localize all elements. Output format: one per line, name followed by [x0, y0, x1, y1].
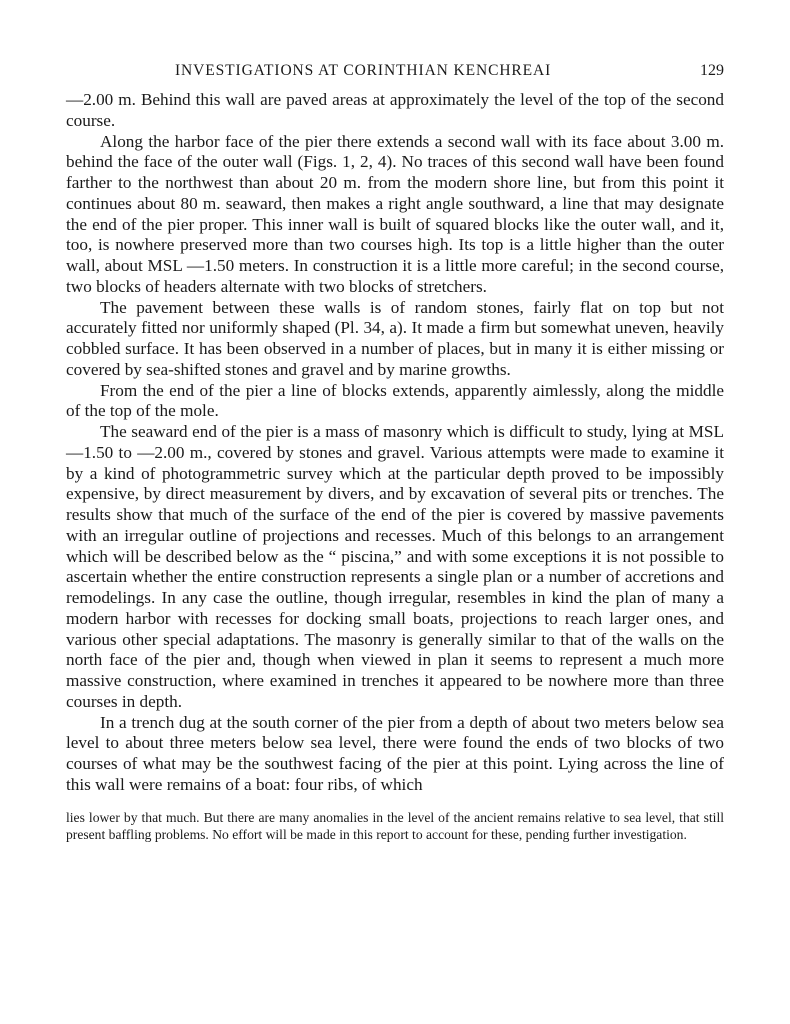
running-head [66, 58, 724, 90]
paragraph-south-corner-trench: In a trench dug at the south corner of the pier from a depth of about two meters below sea level to about three meters below sea level, there were found the ends of two blocks of two courses of what may be the southwest facing of the pier at this point. Lying across the line of this wall were remains of a boat: four ribs, of which [66, 712, 724, 794]
paragraph-inner-wall: Along the harbor face of the pier there extends a second wall with its face about 3.00 m. behind the face of the outer wall (Figs. 1, 2, 4). No traces of this second wall have been found farther to the northwest than about 20 m. from the modern shore line, but from this point it continues about 80 m. seaward, then makes a right angle southward, a line that may designate the end of the pier proper. This inner wall is built of squared blocks like the outer wall, and it, too, is nowhere preserved more than two courses high. Its top is a little higher than the outer wall, about MSL —1.50 meters. In construction it is a little more careful; in the second course, two blocks of headers alternate with two blocks of stretchers. [66, 131, 724, 296]
footnote [66, 809, 724, 843]
document-page [66, 58, 724, 843]
running-title: INVESTIGATIONS AT CORINTHIAN KENCHREAI [175, 62, 552, 79]
footnote-text: lies lower by that much. But there are many anomalies in the level of the ancient remains relative to sea level, that still present baffling problems. No effort will be made in this report to account for these, pending further investigation. [66, 809, 724, 842]
paragraph-pavement: The pavement between these walls is of random stones, fairly flat on top but not accurately fitted nor uniformly shaped (Pl. 34, a). It made a firm but somewhat uneven, heavily cobbled surface. It has been observed in a number of places, but in many it is either missing or covered by sea-shifted stones and gravel and by marine growths. [66, 297, 724, 379]
paragraph-line-of-blocks: From the end of the pier a line of blocks extends, apparently aimlessly, along the middle of the top of the mole. [66, 380, 724, 421]
paragraph-continuation: —2.00 m. Behind this wall are paved areas at approximately the level of the top of the second course. [66, 90, 724, 130]
page-number: 129 [700, 62, 724, 79]
body-text [66, 90, 724, 796]
paragraph-seaward-end: The seaward end of the pier is a mass of masonry which is difficult to study, lying at MSL —1.50 to —2.00 m., covered by stones and gravel. Various attempts were made to examine it by a kind of photogrammetric survey which at the particular depth proved to be impossibly expensive, by direct measurement by divers, and by excavation of several pits or trenches. The results show that much of the surface of the end of the pier is covered by massive pavements with an irregular outline of projections and recesses. Much of this belongs to an arrangement which will be described below as the “ piscina,” and with some exceptions it is not possible to ascertain whether the entire construction represents a single plan or a number of accretions and remodelings. In any case the outline, though irregular, resembles in kind the plan of many a modern harbor with recesses for docking small boats, projections to reach larger ones, and various other special adaptations. The masonry is generally similar to that of the walls on the north face of the pier and, though when viewed in plan it seems to represent a much more massive construction, where examined in trenches it appeared to be nowhere more than three courses in depth. [66, 422, 724, 711]
